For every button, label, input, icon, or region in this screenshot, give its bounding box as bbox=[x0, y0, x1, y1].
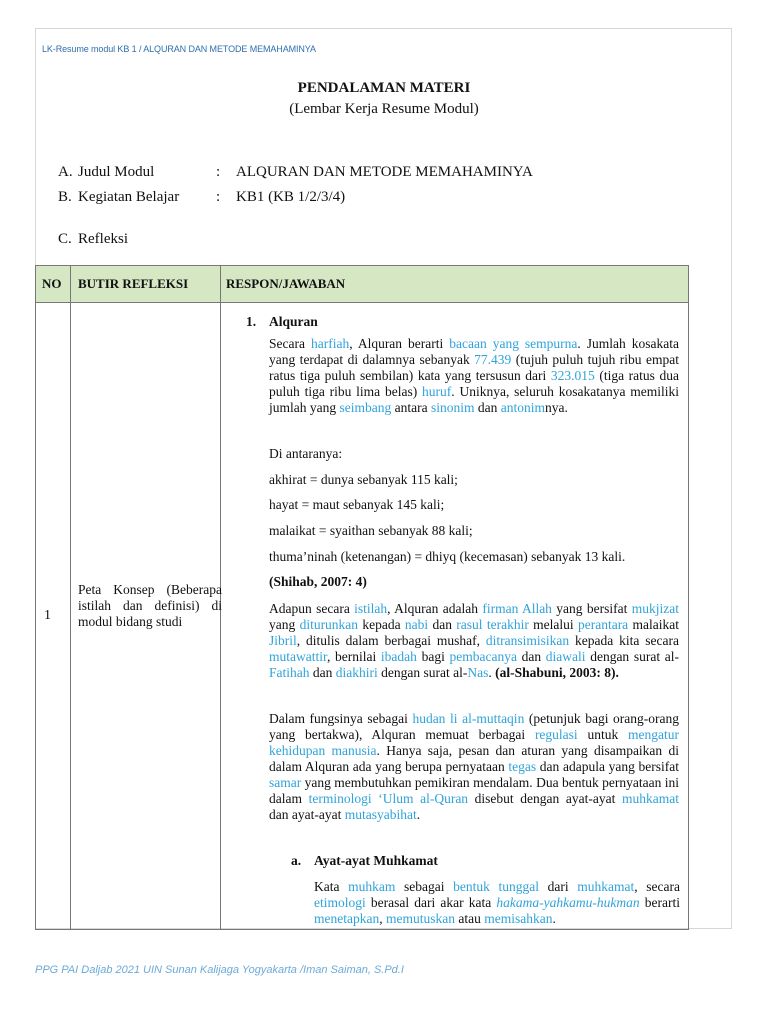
highlighted-term: firman Allah bbox=[482, 601, 552, 616]
row-butir: Peta Konsep (Beberapa istilah dan definisi) di modul bidang studi bbox=[78, 582, 222, 629]
bold-citation: (al-Shabuni, 2003: 8). bbox=[495, 665, 619, 680]
highlighted-term: memutuskan bbox=[385, 911, 455, 926]
running-head: LK-Resume modul KB 1 / ALQURAN DAN METODE MEMAHAMINYA bbox=[42, 44, 316, 54]
highlighted-term: harfiah bbox=[310, 336, 350, 351]
text-run: yang membutuhkan pemikiran mendalam. Dua bentuk pernyataan ini dalam bbox=[269, 775, 679, 806]
text-run: melalui bbox=[528, 617, 578, 632]
text-run: dan adapula yang bersifat bbox=[536, 759, 679, 774]
highlighted-term: Nas bbox=[467, 665, 489, 680]
info-label: Kegiatan Belajar bbox=[78, 189, 180, 205]
paragraph-fungsi bbox=[269, 711, 679, 823]
highlighted-term: sinonim bbox=[430, 400, 475, 415]
text-run: , Alquran berarti bbox=[349, 336, 450, 351]
highlighted-term: nabi bbox=[404, 617, 429, 632]
info-row-refleksi bbox=[58, 231, 128, 248]
highlighted-term: etimologi bbox=[314, 895, 366, 910]
text-run: . bbox=[488, 665, 496, 680]
highlighted-term: diakhiri bbox=[335, 665, 378, 680]
header-butir: BUTIR REFLEKSI bbox=[78, 276, 189, 291]
text-run: yang bbox=[269, 617, 300, 632]
text-run: berasal dari akar kata bbox=[365, 895, 497, 910]
text-run: dari bbox=[539, 879, 578, 894]
text-run: yang bersifat bbox=[551, 601, 632, 616]
info-colon: : bbox=[216, 189, 221, 205]
text-run: , Alquran adalah bbox=[387, 601, 483, 616]
info-letter: C. bbox=[58, 231, 72, 247]
row-number: 1 bbox=[44, 608, 51, 623]
info-row-kegiatan bbox=[58, 189, 346, 206]
text-run: atau bbox=[454, 911, 485, 926]
highlighted-term: regulasi bbox=[534, 727, 578, 742]
highlighted-term: perantara bbox=[577, 617, 629, 632]
text-run: dan ayat-ayat bbox=[269, 807, 345, 822]
highlighted-term: ditransimisikan bbox=[485, 633, 570, 648]
highlighted-term: Jibril bbox=[269, 633, 297, 648]
page-footer: PPG PAI Daljab 2021 UIN Sunan Kalijaga Yogyakarta /Iman Saiman, S.Pd.I bbox=[35, 964, 404, 976]
citation: (Shihab, 2007: 4) bbox=[269, 574, 367, 589]
highlighted-italic-term: hakama-yahkamu-hukman bbox=[496, 895, 640, 910]
highlighted-term: Fatihah bbox=[269, 665, 310, 680]
text-run: antara bbox=[391, 400, 431, 415]
highlighted-term: hudan li al-muttaqin bbox=[412, 711, 525, 726]
text-run: Kata bbox=[314, 879, 349, 894]
highlighted-term: diturunkan bbox=[299, 617, 359, 632]
highlighted-term: istilah bbox=[354, 601, 388, 616]
text-run: untuk bbox=[577, 727, 628, 742]
text-run: Adapun secara bbox=[269, 601, 355, 616]
text-run: Secara bbox=[269, 336, 311, 351]
text-run: dan bbox=[309, 665, 336, 680]
subsection-title: Ayat-ayat Muhkamat bbox=[314, 853, 438, 868]
reflection-table bbox=[35, 265, 689, 930]
list-item: malaikat = syaithan sebanyak 88 kali; bbox=[269, 523, 473, 538]
text-run: malaikat bbox=[628, 617, 679, 632]
text-run: , secara bbox=[634, 879, 680, 894]
text-run: dengan surat al- bbox=[585, 649, 679, 664]
text-run: dan bbox=[428, 617, 457, 632]
highlighted-term: bentuk tunggal bbox=[453, 879, 539, 894]
info-value: ALQURAN DAN METODE MEMAHAMINYA bbox=[236, 164, 533, 180]
text-run: nya. bbox=[545, 400, 568, 415]
text-run: . bbox=[416, 807, 421, 822]
text-run: (petunjuk bagi orang-orang yang bertakwa), Alquran memuat berbagai bbox=[269, 711, 679, 742]
text-run: (tujuh puluh tujuh ribu empat ratus tiga puluh sembilan) kata yang tersusun dari bbox=[269, 352, 679, 383]
text-run: kepada kita secara bbox=[569, 633, 679, 648]
text-run: dan bbox=[516, 649, 546, 664]
highlighted-term: bacaan yang sempurna bbox=[449, 336, 578, 351]
highlighted-term: muhkam bbox=[348, 879, 396, 894]
highlighted-term: pembacanya bbox=[449, 649, 517, 664]
text-run: sebagai bbox=[395, 879, 454, 894]
text-run: disebut dengan ayat-ayat bbox=[468, 791, 622, 806]
info-label: Refleksi bbox=[78, 231, 128, 247]
column-divider bbox=[70, 266, 71, 929]
text-run: kepada bbox=[358, 617, 405, 632]
highlighted-term: menetapkan bbox=[314, 911, 380, 926]
highlighted-term: 323.015 bbox=[550, 368, 595, 383]
info-letter: B. bbox=[58, 189, 72, 205]
paragraph-definisi-istilah bbox=[269, 601, 679, 681]
highlighted-term: mukjizat bbox=[631, 601, 679, 616]
highlighted-term: memisahkan bbox=[484, 911, 553, 926]
text-run: , ditulis dalam berbagai mushaf, bbox=[296, 633, 486, 648]
highlighted-term: tegas bbox=[508, 759, 537, 774]
highlighted-term: mengatur kehidupan manusia bbox=[269, 727, 679, 758]
text-run: Dalam fungsinya sebagai bbox=[269, 711, 413, 726]
highlighted-term: seimbang bbox=[339, 400, 392, 415]
highlighted-term: huruf bbox=[422, 384, 452, 399]
paragraph-definisi-harfiah bbox=[269, 336, 679, 416]
text-run: dan bbox=[474, 400, 501, 415]
page-subtitle: (Lembar Kerja Resume Modul) bbox=[289, 101, 479, 117]
info-value: KB1 (KB 1/2/3/4) bbox=[236, 189, 346, 205]
info-row-judul bbox=[58, 164, 533, 181]
text-run: , bernilai bbox=[326, 649, 381, 664]
list-item: hayat = maut sebanyak 145 kali; bbox=[269, 497, 445, 512]
highlighted-term: antonim bbox=[500, 400, 545, 415]
highlighted-term: terminologi ‘Ulum al-Quran bbox=[308, 791, 469, 806]
text-run: . Jumlah kosakata yang terdapat di dalamnya sebanyak bbox=[269, 336, 679, 367]
info-label: Judul Modul bbox=[78, 164, 155, 180]
highlighted-term: samar bbox=[269, 775, 302, 790]
highlighted-term: 77.439 bbox=[474, 352, 512, 367]
text-run: dengan surat al- bbox=[377, 665, 468, 680]
list-item: thuma’ninah (ketenangan) = dhiyq (kecemasan) sebanyak 13 kali. bbox=[269, 549, 626, 564]
info-letter: A. bbox=[58, 164, 73, 180]
highlighted-term: ibadah bbox=[380, 649, 417, 664]
text-run: . Uniknya, seluruh kosakatanya memiliki jumlah yang bbox=[269, 384, 680, 415]
subsection-number: a. bbox=[291, 853, 302, 868]
text-run: bagi bbox=[416, 649, 450, 664]
highlighted-term: rasul terakhir bbox=[456, 617, 529, 632]
highlighted-term: mutawattir bbox=[269, 649, 327, 664]
text-run: . Hanya saja, pesan dan aturan yang disampaikan di dalam Alquran ada yang berupa pernyataan bbox=[269, 743, 679, 774]
page-title: PENDALAMAN MATERI bbox=[297, 80, 471, 96]
di-antaranya-label: Di antaranya: bbox=[269, 446, 343, 461]
header-no: NO bbox=[42, 276, 62, 291]
highlighted-term: muhkamat bbox=[577, 879, 635, 894]
info-colon: : bbox=[216, 164, 221, 180]
paragraph-muhkam bbox=[314, 879, 680, 927]
text-run: (tiga ratus dua puluh tiga ribu lima belas) bbox=[269, 368, 679, 399]
text-run: , bbox=[379, 911, 386, 926]
highlighted-term: diawali bbox=[545, 649, 586, 664]
text-run: berarti bbox=[639, 895, 680, 910]
list-item: akhirat = dunya sebanyak 115 kali; bbox=[269, 472, 458, 487]
highlighted-term: muhkamat bbox=[621, 791, 679, 806]
highlighted-term: mutasyabihat bbox=[344, 807, 417, 822]
section-title: Alquran bbox=[269, 314, 318, 329]
header-respon: RESPON/JAWABAN bbox=[226, 276, 346, 291]
text-run: . bbox=[552, 911, 556, 926]
section-number: 1. bbox=[246, 314, 257, 329]
